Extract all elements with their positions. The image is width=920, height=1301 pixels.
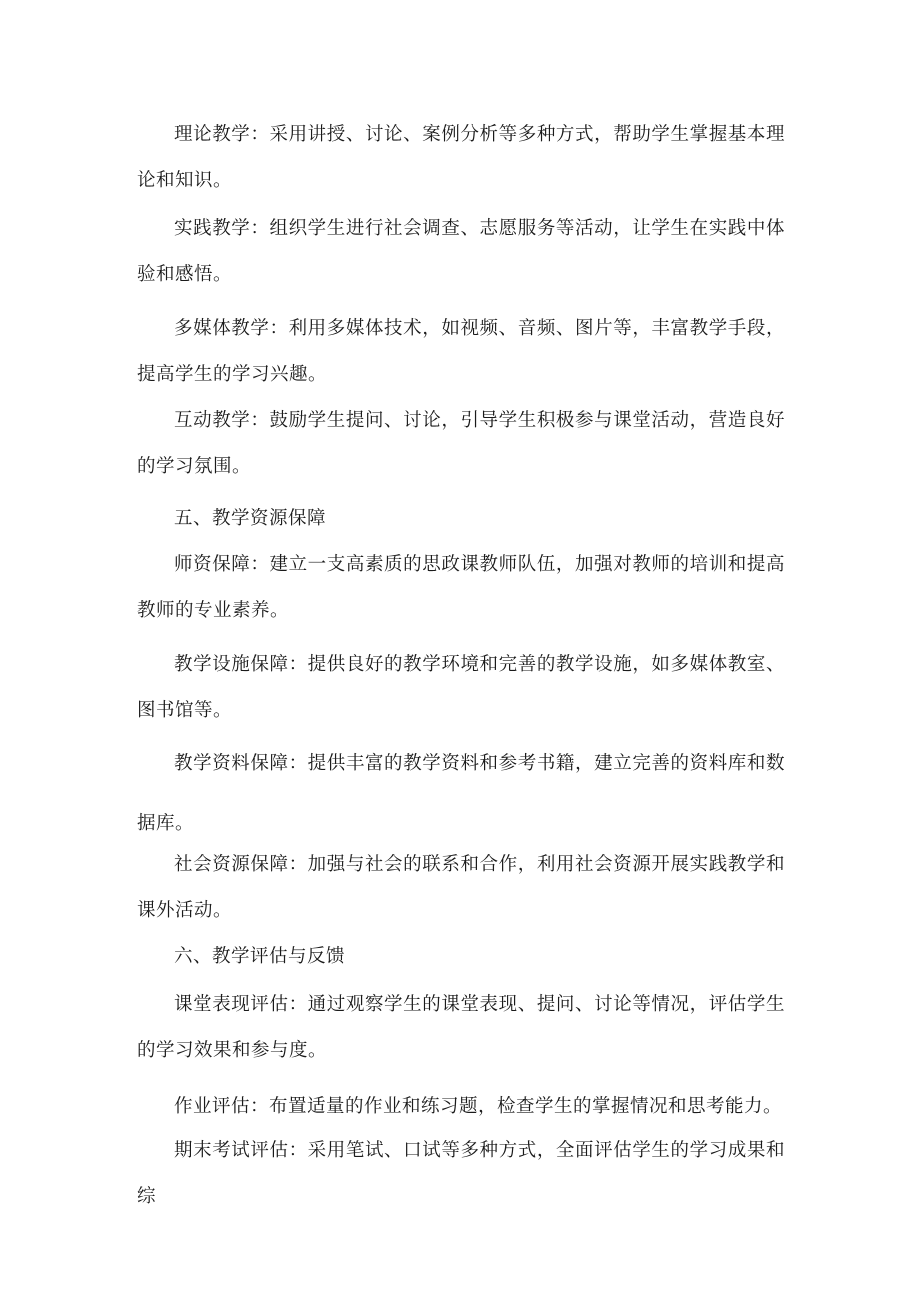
paragraph-final-exam-evaluation: 期末考试评估：采用笔试、口试等多种方式，全面评估学生的学习成果和综 bbox=[137, 1140, 785, 1207]
paragraph-social-resources: 社会资源保障：加强与社会的联系和合作，利用社会资源开展实践教学和课外活动。 bbox=[137, 854, 785, 921]
paragraph-interactive-teaching: 互动教学：鼓励学生提问、讨论，引导学生积极参与课堂活动，营造良好的学习氛围。 bbox=[137, 410, 785, 477]
section-heading-evaluation: 六、教学评估与反馈 bbox=[174, 946, 346, 967]
paragraph-theory-teaching: 理论教学：采用讲授、讨论、案例分析等多种方式，帮助学生掌握基本理论和知识。 bbox=[137, 124, 785, 191]
section-heading-resources: 五、教学资源保障 bbox=[174, 508, 327, 529]
paragraph-multimedia-teaching: 多媒体教学：利用多媒体技术，如视频、音频、图片等，丰富教学手段，提高学生的学习兴趣。 bbox=[137, 318, 785, 385]
paragraph-materials-guarantee: 教学资料保障：提供丰富的教学资料和参考书籍，建立完善的资料库和数据库。 bbox=[137, 753, 785, 834]
paragraph-faculty-guarantee: 师资保障：建立一支高素质的思政课教师队伍，加强对教师的培训和提高教师的专业素养。 bbox=[137, 554, 785, 621]
paragraph-homework-evaluation: 作业评估：布置适量的作业和练习题，检查学生的掌握情况和思考能力。 bbox=[174, 1096, 783, 1117]
paragraph-facility-guarantee: 教学设施保障：提供良好的教学环境和完善的教学设施，如多媒体教室、图书馆等。 bbox=[137, 654, 785, 721]
paragraph-classroom-evaluation: 课堂表现评估：通过观察学生的课堂表现、提问、讨论等情况，评估学生的学习效果和参与度。 bbox=[137, 994, 785, 1061]
paragraph-practice-teaching: 实践教学：组织学生进行社会调查、志愿服务等活动，让学生在实践中体验和感悟。 bbox=[137, 218, 785, 285]
